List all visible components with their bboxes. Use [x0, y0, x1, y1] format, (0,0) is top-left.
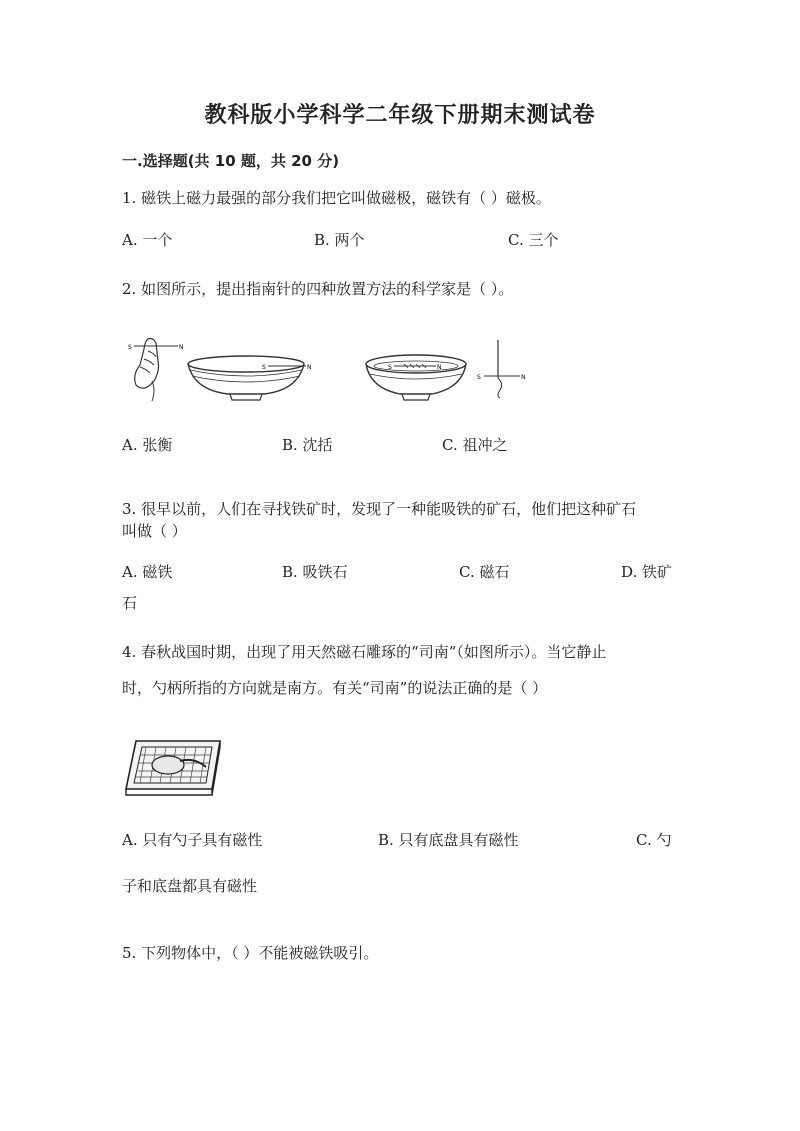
q3-option-c[interactable]: C. 磁石 [459, 563, 510, 581]
q4-option-b[interactable]: B. 只有底盘具有磁性 [378, 831, 519, 849]
q4-option-a[interactable]: A. 只有勺子具有磁性 [122, 831, 263, 849]
section-heading: 一.选择题(共 10 题，共 20 分) [122, 152, 340, 170]
page-title: 教科版小学科学二年级下册期末测试卷 [204, 103, 596, 128]
q1-option-c[interactable]: C. 三个 [508, 231, 559, 249]
question-1-stem: 1. 磁铁上磁力最强的部分我们把它叫做磁极，磁铁有（ ）磁极。 [122, 189, 551, 207]
question-3-stem-line2: 叫做（ ） [122, 522, 187, 540]
q1-option-b[interactable]: B. 两个 [314, 231, 365, 249]
question-2-stem: 2. 如图所示，提出指南针的四种放置方法的科学家是（ ）。 [122, 280, 514, 298]
thread-compass-figure [474, 338, 530, 400]
question-5-stem: 5. 下列物体中，（ ）不能被磁铁吸引。 [122, 944, 379, 962]
q3-option-d[interactable]: D. 铁矿 [621, 563, 673, 581]
figure-label-n4: N [521, 374, 526, 381]
figure-label-s3: S [388, 364, 392, 371]
figure-label-n2: N [307, 364, 312, 371]
q1-option-a[interactable]: A. 一个 [122, 231, 173, 249]
figure-label-s4: S [477, 374, 481, 381]
q2-option-a[interactable]: A. 张衡 [122, 436, 173, 454]
figure-label-n3: N [437, 364, 442, 371]
question-3-stem-line1: 3. 很早以前，人们在寻找铁矿时，发现了一种能吸铁的矿石，他们把这种矿石 [122, 500, 637, 518]
question-4-stem-line1: 4. 春秋战国时期，出现了用天然磁石雕琢的“司南”（如图所示）。当它静止 [122, 643, 607, 661]
finger-compass-figure [126, 335, 186, 405]
q2-option-b[interactable]: B. 沈括 [282, 436, 333, 454]
q4-option-c[interactable]: C. 勺 [636, 831, 672, 849]
figure-label-s1: S [128, 344, 132, 351]
q2-option-c[interactable]: C. 祖冲之 [442, 436, 508, 454]
question-4-stem-line2: 时，勺柄所指的方向就是南方。有关“司南”的说法正确的是（ ） [122, 679, 548, 697]
q3-option-a[interactable]: A. 磁铁 [122, 563, 173, 581]
q3-option-b[interactable]: B. 吸铁石 [282, 563, 348, 581]
figure-label-n1: N [179, 344, 184, 351]
q3-option-d-wrap: 石 [122, 594, 138, 612]
sinan-figure [122, 735, 224, 801]
q4-option-c-wrap: 子和底盘都具有磁性 [122, 877, 258, 895]
figure-label-s2: S [262, 364, 266, 371]
bowl-rim-compass-figure [186, 352, 314, 404]
water-bowl-compass-figure [364, 352, 468, 404]
